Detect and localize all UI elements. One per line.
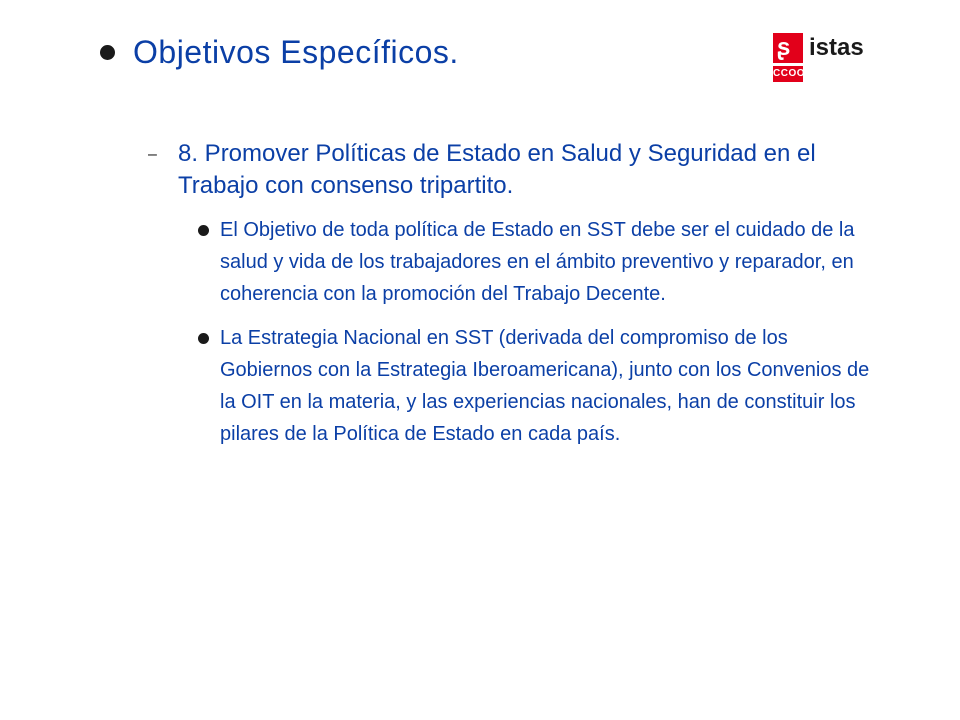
logo-ccoo-bar: CCOO: [773, 66, 803, 82]
logo-wordmark: istas: [809, 34, 864, 61]
subpoint-text: El Objetivo de toda política de Estado en SST debe ser el cuidado de la salud y vida de los trabajadores en el ámbito preventivo y reparador, en coherencia con la promoción del Trabajo Decente.: [220, 219, 855, 305]
subpoint-list: [198, 214, 888, 462]
istas-logo: [773, 33, 864, 87]
subpoint-bullet-icon: [198, 333, 209, 344]
slide-title: Objetivos Específicos.: [133, 34, 459, 70]
list-item: [198, 214, 888, 310]
objective-point: [148, 138, 888, 202]
logo-glyph: ʂ: [777, 34, 791, 61]
subpoint-text: La Estrategia Nacional en SST (derivada del compromiso de los Gobiernos con la Estrategia Iberoamericana), junto con los Convenios de la OIT en la materia, y las experiencias nacionales, han de constituir los pilares de la Política de Estado en cada país.: [220, 327, 870, 445]
title-row: [100, 28, 459, 76]
subpoint-bullet-icon: [198, 225, 209, 236]
list-item: [198, 322, 888, 450]
title-bullet-icon: [100, 45, 115, 60]
dash-bullet-icon: –: [148, 146, 157, 163]
logo-mark-icon: [773, 33, 803, 87]
objective-point-text: 8. Promover Políticas de Estado en Salud y Seguridad en el Trabajo con consenso tripartito.: [178, 140, 816, 199]
